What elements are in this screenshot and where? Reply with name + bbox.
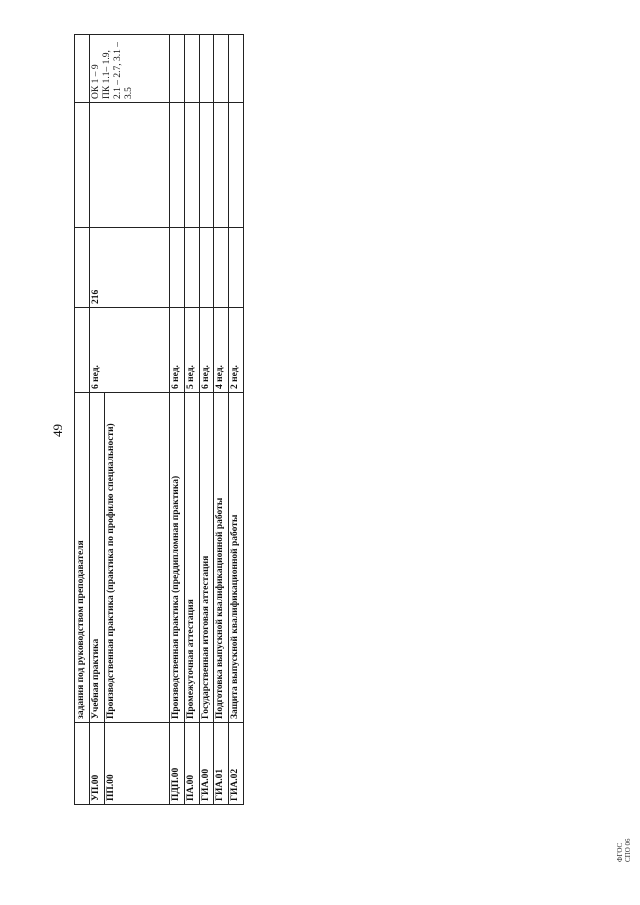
row-code: УП.00 bbox=[89, 723, 104, 805]
row-name: задания под руководством преподавателя bbox=[75, 393, 90, 723]
row-competencies bbox=[184, 35, 199, 103]
row-col5 bbox=[89, 103, 169, 228]
row-hours bbox=[184, 228, 199, 308]
row-weeks: 6 нед. bbox=[89, 308, 169, 393]
row-code: ГИА.02 bbox=[229, 723, 244, 805]
row-competencies bbox=[229, 35, 244, 103]
row-name: Защита выпускной квалификационной работы bbox=[229, 393, 244, 723]
row-code: ПА.00 bbox=[184, 723, 199, 805]
row-weeks: 6 нед. bbox=[170, 308, 185, 393]
row-code bbox=[75, 723, 90, 805]
row-weeks: 6 нед. bbox=[199, 308, 214, 393]
table-row bbox=[75, 35, 90, 805]
row-hours bbox=[75, 228, 90, 308]
row-col5 bbox=[199, 103, 214, 228]
row-code: ПДП.00 bbox=[170, 723, 185, 805]
table-row bbox=[184, 35, 199, 805]
footer-mark: ФГОС СПО 06 bbox=[616, 838, 632, 862]
row-competencies bbox=[75, 35, 90, 103]
row-hours: 216 bbox=[89, 228, 169, 308]
row-hours bbox=[214, 228, 229, 308]
row-weeks bbox=[75, 308, 90, 393]
row-competencies bbox=[170, 35, 185, 103]
table-row bbox=[199, 35, 214, 805]
row-name: Производственная практика (преддипломная практика) bbox=[170, 393, 185, 723]
row-name: Государственная итоговая аттестация bbox=[199, 393, 214, 723]
row-hours bbox=[199, 228, 214, 308]
curriculum-table-wrapper bbox=[74, 35, 244, 805]
row-competencies: ОК 1 – 9 ПК 1.1– 1.9, 2.1 – 2.7, 3.1 – 3.5 bbox=[89, 35, 169, 103]
row-col5 bbox=[184, 103, 199, 228]
row-code: ГИА.00 bbox=[199, 723, 214, 805]
row-name: Промежуточная аттестация bbox=[184, 393, 199, 723]
row-col5 bbox=[214, 103, 229, 228]
row-hours bbox=[229, 228, 244, 308]
row-col5 bbox=[229, 103, 244, 228]
page-number: 49 bbox=[50, 424, 65, 437]
row-col5 bbox=[170, 103, 185, 228]
row-weeks: 4 нед. bbox=[214, 308, 229, 393]
row-name: Производственная практика (практика по профилю специальности) bbox=[104, 393, 169, 723]
row-code: ГИА.01 bbox=[214, 723, 229, 805]
table-row bbox=[170, 35, 185, 805]
table-row bbox=[89, 35, 104, 805]
row-weeks: 5 нед. bbox=[184, 308, 199, 393]
row-competencies bbox=[214, 35, 229, 103]
row-col5 bbox=[75, 103, 90, 228]
table-row bbox=[214, 35, 229, 805]
row-competencies bbox=[199, 35, 214, 103]
row-weeks: 2 нед. bbox=[229, 308, 244, 393]
curriculum-table bbox=[74, 34, 244, 805]
row-name: Подготовка выпускной квалификационной работы bbox=[214, 393, 229, 723]
row-code: ПП.00 bbox=[104, 723, 169, 805]
row-name: Учебная практика bbox=[89, 393, 104, 723]
row-hours bbox=[170, 228, 185, 308]
table-row bbox=[229, 35, 244, 805]
